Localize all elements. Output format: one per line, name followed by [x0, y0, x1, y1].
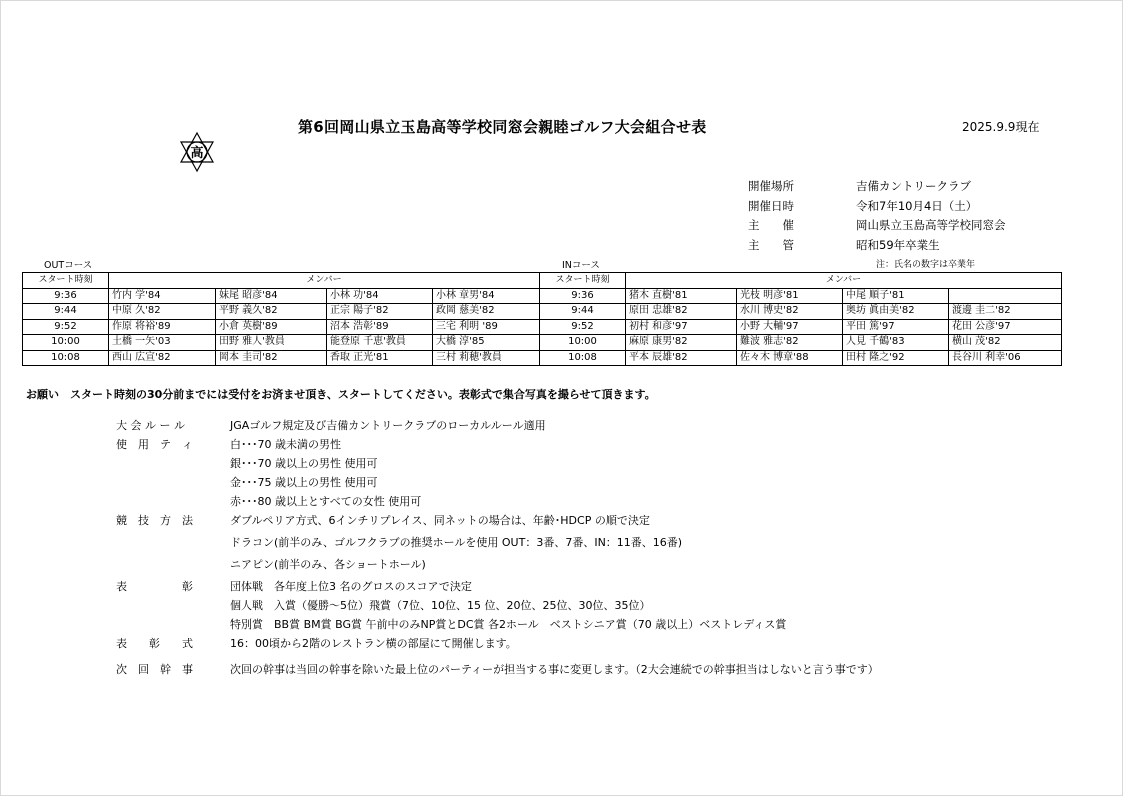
- event-info: [748, 178, 1006, 256]
- member-cell: 田村 隆之'92: [843, 350, 949, 366]
- rules-section: [116, 417, 879, 680]
- rule-value: ドラコン(前半のみ、ゴルフクラブの推奨ホールを使用 OUT：3番、7番、IN：11番、16番): [230, 536, 683, 549]
- rule-label: 表 彰 式: [116, 637, 193, 650]
- rule-row-next-organizer: [116, 661, 879, 680]
- rule-label: [116, 474, 230, 493]
- info-label: 主 催: [748, 218, 794, 232]
- in-course-label: INコース: [562, 260, 600, 271]
- info-label: 開催日時: [748, 198, 794, 213]
- page-title: 第6回岡山県立玉島高等学校同窓会親睦ゴルフ大会組合せ表: [298, 118, 707, 136]
- rule-row-format: [116, 512, 879, 534]
- in-start-time: 9:36: [540, 288, 626, 304]
- info-label: 開催場所: [748, 179, 794, 193]
- member-cell: 能登原 千恵'教員: [327, 335, 433, 351]
- in-time-header: スタート時刻: [540, 273, 626, 289]
- member-cell: 香取 正光'81: [327, 350, 433, 366]
- rule-label: [116, 534, 230, 556]
- member-cell: 初村 和彦'97: [626, 319, 737, 335]
- request-notice: お願い スタート時刻の30分前までには受付をお済ませ頂き、スタートしてください。表彰式で集合写真を撮らせて頂きます。: [26, 388, 656, 401]
- emblem-text: 高: [190, 146, 204, 161]
- rule-row-tee-silver: [116, 455, 879, 474]
- pairings-table: [22, 272, 1062, 366]
- rule-value: 16：00頃から2階のレストラン横の部屋にて開催します。: [230, 637, 517, 650]
- rule-row-tee-gold: [116, 474, 879, 493]
- member-cell: 三村 莉穂'教員: [433, 350, 540, 366]
- member-cell: 水川 博史'82: [737, 304, 843, 320]
- info-value: 岡山県立玉島高等学校同窓会: [856, 218, 1006, 232]
- member-cell: 正宗 陽子'82: [327, 304, 433, 320]
- member-cell: 作原 将裕'89: [109, 319, 216, 335]
- rule-label: 使 用 テ ィ: [116, 438, 193, 451]
- info-label: 主 管: [748, 237, 794, 252]
- info-row-date: [748, 198, 1006, 218]
- member-cell: 沼本 浩彰'89: [327, 319, 433, 335]
- rule-row-awards-special: [116, 616, 879, 635]
- in-start-time: 10:00: [540, 335, 626, 351]
- info-value: 令和7年10月4日（土）: [856, 198, 978, 213]
- rule-row-nearpin: [116, 556, 879, 578]
- member-cell: 渡邊 圭二'82: [949, 304, 1062, 320]
- rule-row-tees: [116, 436, 879, 455]
- rule-value: 次回の幹事は当回の幹事を除いた最上位のパーティーが担当する事に変更します。（2大会連続での幹事担当はしないと言う事です）: [230, 663, 879, 676]
- in-start-time: 10:08: [540, 350, 626, 366]
- out-start-time: 10:00: [23, 335, 109, 351]
- member-cell: 小野 大輔'97: [737, 319, 843, 335]
- out-start-time: 9:52: [23, 319, 109, 335]
- member-cell: 長谷川 利幸'06: [949, 350, 1062, 366]
- member-cell: 横山 茂'82: [949, 335, 1062, 351]
- rule-value: 赤･･･80 歳以上とすべての女性 使用可: [230, 495, 422, 508]
- school-emblem-icon: [176, 131, 218, 173]
- rule-row-awards-team: [116, 578, 879, 597]
- rule-label: [116, 597, 230, 616]
- rule-label: [116, 493, 230, 512]
- out-members-header: メンバー: [109, 273, 540, 289]
- member-cell: 原田 忠雄'82: [626, 304, 737, 320]
- rule-value: 個人戦 入賞（優勝～5位）飛賞（7位、10位、15 位、20位、25位、30位、35位）: [230, 599, 651, 612]
- table-header-row: [23, 273, 1062, 289]
- member-cell: 政岡 慈美'82: [433, 304, 540, 320]
- member-cell: 竹内 学'84: [109, 288, 216, 304]
- member-cell: 麻原 康男'82: [626, 335, 737, 351]
- member-cell: 大橋 淳'85: [433, 335, 540, 351]
- table-row: [23, 350, 1062, 366]
- rule-value: ダブルペリア方式、6インチリプレイス、同ネットの場合は、年齢･HDCP の順で決定: [230, 514, 650, 527]
- member-cell: 岡本 圭司'82: [216, 350, 327, 366]
- out-time-header: スタート時刻: [23, 273, 109, 289]
- member-cell: 小倉 英樹'89: [216, 319, 327, 335]
- member-cell: 田野 雅人'教員: [216, 335, 327, 351]
- rule-label: 表 彰: [116, 580, 193, 593]
- member-cell: 難波 雅志'82: [737, 335, 843, 351]
- in-members-header: メンバー: [626, 273, 1062, 289]
- name-note: 注：氏名の数字は卒業年: [876, 260, 976, 270]
- table-row: [23, 288, 1062, 304]
- out-start-time: 9:36: [23, 288, 109, 304]
- as-of-date: 2025.9.9現在: [962, 120, 1040, 134]
- member-cell: 土橋 一矢'03: [109, 335, 216, 351]
- rule-value: 団体戦 各年度上位3 名のグロスのスコアで決定: [230, 580, 472, 593]
- info-value: 吉備カントリークラブ: [856, 179, 971, 193]
- info-row-host: [748, 217, 1006, 237]
- info-row-venue: [748, 178, 1006, 198]
- in-start-time: 9:44: [540, 304, 626, 320]
- member-cell: 中原 久'82: [109, 304, 216, 320]
- member-cell: 中尾 順子'81: [843, 288, 949, 304]
- rule-row-awards-individual: [116, 597, 879, 616]
- member-cell: 奥坊 眞由美'82: [843, 304, 949, 320]
- out-course-label: OUTコース: [44, 260, 93, 271]
- rule-label: [116, 556, 230, 578]
- member-cell: 佐々木 博章'88: [737, 350, 843, 366]
- member-cell: 小林 功'84: [327, 288, 433, 304]
- table-row: [23, 304, 1062, 320]
- table-row: [23, 319, 1062, 335]
- rule-label: [116, 616, 230, 635]
- info-row-organizer: [748, 237, 1006, 257]
- rule-row-ceremony: [116, 635, 879, 661]
- rule-value: 金･･･75 歳以上の男性 使用可: [230, 476, 378, 489]
- rule-label: 大 会 ル ー ル: [116, 419, 185, 432]
- member-cell: 猪木 直樹'81: [626, 288, 737, 304]
- member-cell: 平野 義久'82: [216, 304, 327, 320]
- rule-value: 特別賞 BB賞 BM賞 BG賞 午前中のみNP賞とDC賞 各2ホール ベストシニア賞（70 歳以上）ベストレディス賞: [230, 618, 787, 631]
- table-row: [23, 335, 1062, 351]
- rule-row-drive: [116, 534, 879, 556]
- out-start-time: 10:08: [23, 350, 109, 366]
- rule-value: 白･･･70 歳未満の男性: [230, 438, 341, 451]
- in-start-time: 9:52: [540, 319, 626, 335]
- member-cell: 三宅 利明 '89: [433, 319, 540, 335]
- member-cell: 平本 辰雄'82: [626, 350, 737, 366]
- member-cell: 光枝 明彦'81: [737, 288, 843, 304]
- member-cell: 平田 篤'97: [843, 319, 949, 335]
- rule-label: 次 回 幹 事: [116, 663, 193, 676]
- out-start-time: 9:44: [23, 304, 109, 320]
- rule-value: 銀･･･70 歳以上の男性 使用可: [230, 457, 378, 470]
- member-cell: 妹尾 昭彦'84: [216, 288, 327, 304]
- member-cell: [949, 288, 1062, 304]
- member-cell: 人見 千鶴'83: [843, 335, 949, 351]
- rule-row-tee-red: [116, 493, 879, 512]
- member-cell: 小林 章男'84: [433, 288, 540, 304]
- rule-label: 競 技 方 法: [116, 514, 193, 527]
- rule-label: [116, 455, 230, 474]
- rule-value: JGAゴルフ規定及び吉備カントリークラブのローカルルール適用: [230, 419, 546, 432]
- rule-row-competition: [116, 417, 879, 436]
- rule-value: ニアピン(前半のみ、各ショートホール): [230, 558, 426, 571]
- member-cell: 花田 公彦'97: [949, 319, 1062, 335]
- member-cell: 西山 広宣'82: [109, 350, 216, 366]
- info-value: 昭和59年卒業生: [856, 237, 940, 252]
